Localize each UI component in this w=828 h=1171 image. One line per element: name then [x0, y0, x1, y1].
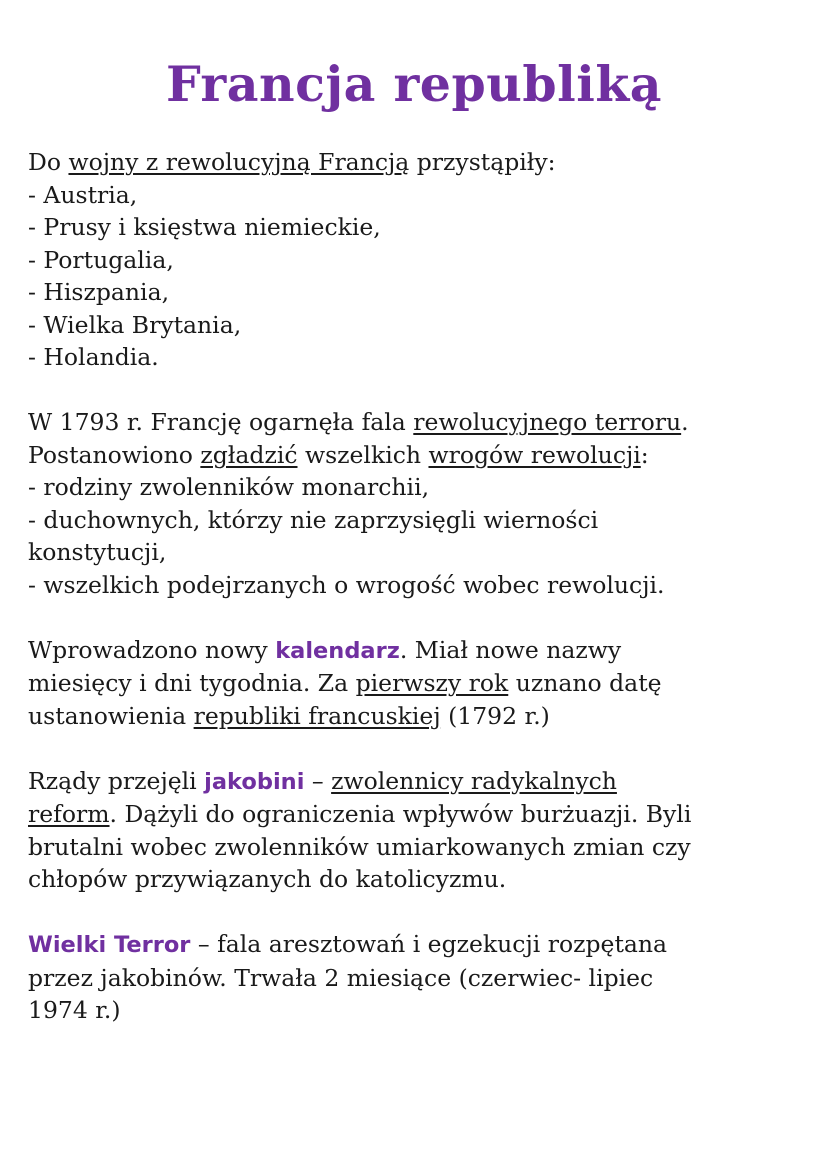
list-item-continued: konstytucji,: [28, 538, 167, 566]
paragraph-terror: W 1793 r. Francję ogarnęła fala rewolucyjnego terroru. Postanowiono zgładzić wszelkich wrogów rewolucji: - rodziny zwolenników monarchii, - duchownych, którzy nie zaprzysięgli wierności konstytucji, - wszelkich podejrzanych o wrogość wobec rewolucji.: [28, 406, 808, 601]
list-item: - Wielka Brytania,: [28, 310, 242, 339]
term-reforms: reform: [28, 800, 110, 828]
term-radical-supporters: zwolennicy radykalnych: [331, 766, 617, 795]
list-item: - Prusy i księstwa niemieckie,: [28, 213, 381, 241]
list-item: - wszelkich podejrzanych o wrogość wobec rewolucji.: [28, 570, 665, 599]
term-enemies: wrogów rewolucji: [428, 440, 641, 469]
paragraph-great-terror: Wielki Terror – fala aresztowań i egzekucji rozpętana przez jakobinów. Trwała 2 miesiące (czerwiec- lipiec 1974 r.): [28, 930, 668, 1024]
note-body: [28, 146, 808, 1059]
paragraph-calendar: Wprowadzono nowy kalendarz. Miał nowe nazwy miesięcy i dni tygodnia. Za pierwszy rok uznano datę ustanowienia republiki francuskiej (1792 r.): [28, 635, 662, 730]
term-eliminate: zgładzić: [200, 440, 298, 469]
list-item: - rodziny zwolenników monarchii,: [28, 473, 430, 501]
term-french-republic: republiki francuskiej: [193, 701, 441, 730]
highlight-jacobins: jakobini: [204, 768, 305, 795]
page-title: Francja republiką: [165, 55, 663, 113]
highlight-great-terror: Wielki Terror: [28, 932, 191, 958]
highlight-calendar: kalendarz: [275, 637, 400, 664]
paragraph-allies: [28, 146, 808, 374]
paragraph-jacobins: Rządy przejęli jakobini – zwolennicy radykalnych reform. Dążyli do ograniczenia wpływów burżuazji. Byli brutalni wobec zwolenników umiarkowanych zmian czy chłopów przywiązanych do katolicyzmu.: [28, 766, 692, 893]
list-item: - Holandia.: [28, 343, 159, 371]
list-item: - Portugalia,: [28, 245, 174, 274]
term-first-year: pierwszy rok: [355, 669, 509, 697]
term-revolutionary-terror: rewolucyjnego terroru: [413, 408, 682, 436]
list-item: - Austria,: [28, 180, 138, 209]
list-item: - Hiszpania,: [28, 278, 170, 306]
term-war: wojny z rewolucyjną Francją: [68, 148, 410, 176]
list-item: - duchownych, którzy nie zaprzysięgli wierności: [28, 505, 599, 534]
allies-intro: Do wojny z rewolucyjną Francją przystąpiły:: [28, 148, 556, 176]
